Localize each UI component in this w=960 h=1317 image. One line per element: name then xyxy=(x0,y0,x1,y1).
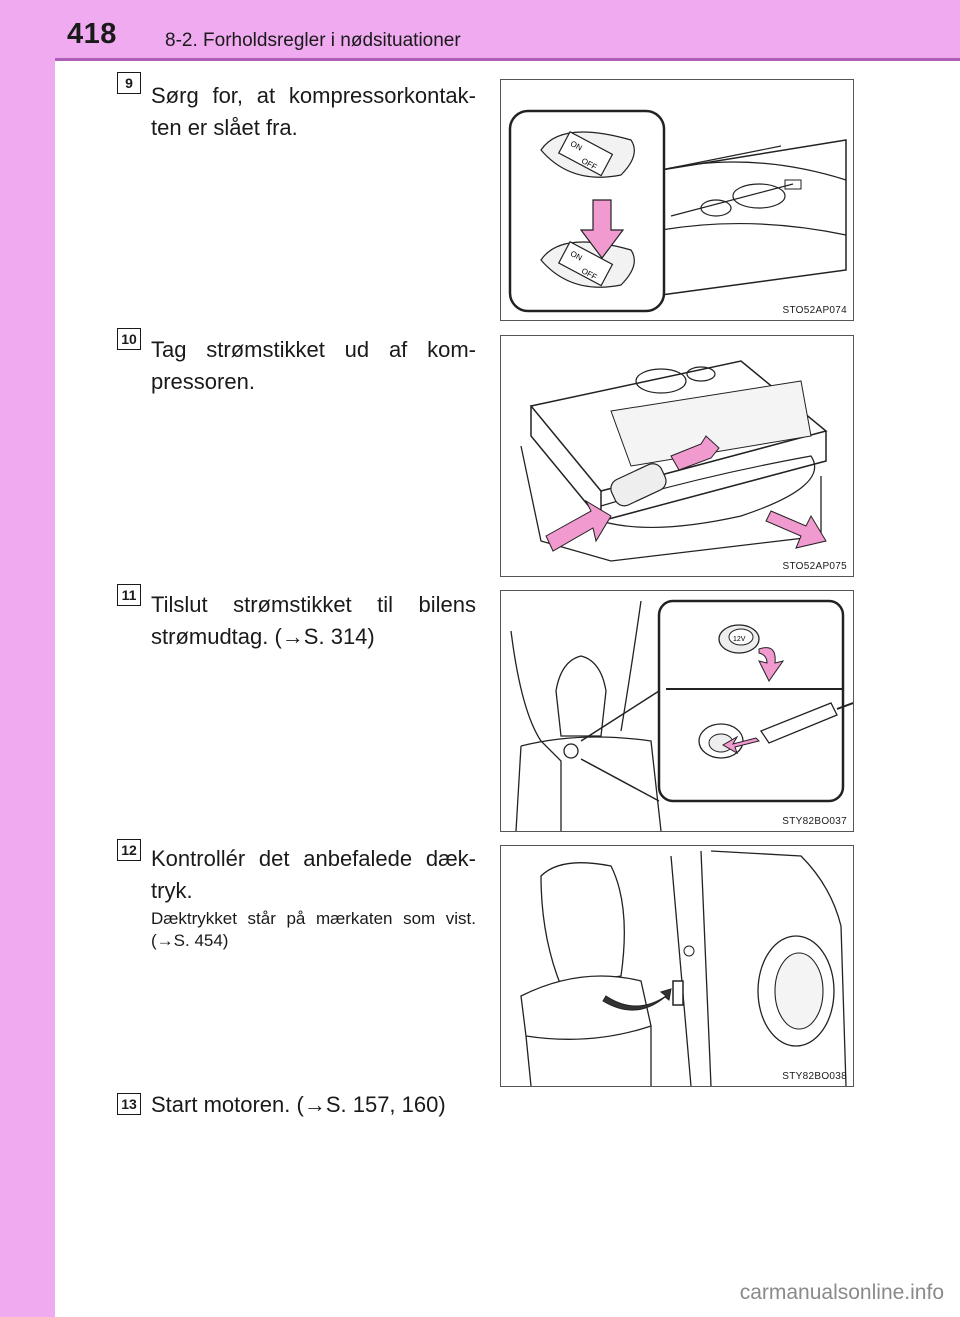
switch-on-label: ON xyxy=(568,139,584,153)
figure-code: STY82BO037 xyxy=(782,816,847,827)
figure-tire-pressure-label xyxy=(500,845,854,1087)
step-number-9: 9 xyxy=(117,72,141,94)
compressor-unplug-illustration xyxy=(501,336,853,576)
socket-12v-label: 12V xyxy=(733,636,746,643)
side-color-strip xyxy=(0,0,55,1317)
figure-code: STO52AP075 xyxy=(782,561,847,572)
tire-pressure-label-mark xyxy=(673,981,683,1005)
page-number: 418 xyxy=(67,18,117,50)
compressor-switch-illustration xyxy=(501,80,853,320)
figure-code: STY82BO038 xyxy=(782,1071,847,1082)
door-jamb-illustration xyxy=(501,846,853,1086)
header-rule xyxy=(55,58,960,61)
step-text-9: Sørg for, at kompressorkontak-ten er slået fra. xyxy=(151,83,476,140)
step-text-10: Tag strømstikket ud af kom-pressoren. xyxy=(151,337,476,394)
figure-compressor-switch xyxy=(500,79,854,321)
switch-off-label: OFF xyxy=(579,156,599,172)
switch-off-label: OFF xyxy=(579,266,599,282)
step-text-13: Start motoren. (→S. 157, 160) xyxy=(151,1092,446,1117)
watermark: carmanualsonline.info xyxy=(739,1281,944,1304)
step-text-12: Kontrollér det anbefalede dæk-tryk. xyxy=(151,846,476,903)
figure-code: STO52AP074 xyxy=(782,305,847,316)
section-title: 8-2. Forholdsregler i nødsituationer xyxy=(165,30,461,51)
switch-on-label: ON xyxy=(568,249,584,263)
figure-power-outlet xyxy=(500,590,854,832)
step-note-12: Dæktrykket står på mærkaten som vist. (→S. 454) xyxy=(151,909,476,950)
step-number-12: 12 xyxy=(117,839,141,861)
pull-right-arrow xyxy=(766,511,826,548)
step-number-11: 11 xyxy=(117,584,141,606)
step-number-13: 13 xyxy=(117,1093,141,1115)
figure-unplug-cord xyxy=(500,335,854,577)
step-text-11: Tilslut strømstikket til bilens strømudtag. (→S. 314) xyxy=(151,592,476,649)
step-number-10: 10 xyxy=(117,328,141,350)
power-outlet-illustration xyxy=(501,591,853,831)
